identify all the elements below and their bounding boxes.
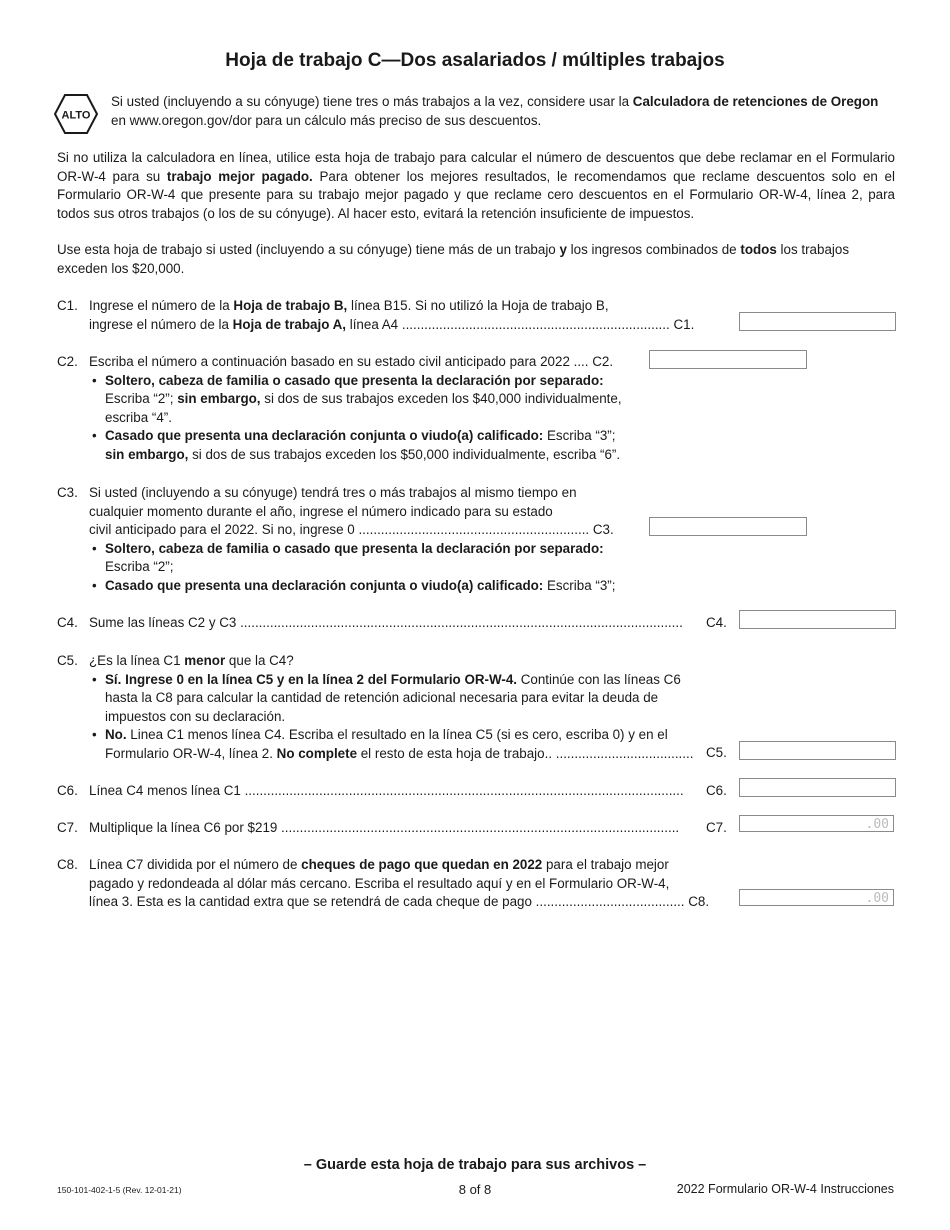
c4-label: C4. [706, 615, 727, 630]
save-notice: – Guarde esta hoja de trabajo para sus archivos – [303, 1157, 647, 1173]
line-c6: C6. Línea C4 menos línea C1 ...................................................................................................................... [57, 783, 684, 798]
form-id: 150-101-402-1-5 (Rev. 12-01-21) [57, 1185, 182, 1195]
line-c3: C3. Si usted (incluyendo a su cónyuge) tendrá tres o más trabajos al mismo tiempo en cualquier momento durante el año, ingrese el número indicado para su estado civil anticipado para el 2022. Si no, ingrese 0 .............................................................. C3. • Soltero, cabeza de familia o casado que presenta la declaración por separado: Escriba “2”; • Casado que presenta una declaración conjunta o viudo(a) calificado: Escriba “3”; [57, 484, 747, 595]
cents-placeholder: .00 [865, 817, 889, 832]
c5-label: C5. [706, 745, 727, 760]
c1-input[interactable] [739, 312, 896, 331]
c5-input[interactable] [739, 741, 896, 760]
c6-input[interactable] [739, 778, 896, 797]
svg-text:ALTO: ALTO [61, 109, 91, 122]
line-c2: C2. Escriba el número a continuación basado en su estado civil anticipado para 2022 .... C2. • Soltero, cabeza de familia o casado que presenta la declaración por separado: Escriba “2”; sin embargo, si dos de sus trabajos exceden los $40,000 individualmente, escriba “4”. • Casado que presenta una declaración conjunta o viudo(a) calificado: Escriba “3”; sin embargo, si dos de sus trabajos exceden los $50,000 individualmente, escriba “6”. [57, 353, 747, 464]
line-c8: C8. Línea C7 dividida por el número de cheques de pago que quedan en 2022 para el trabajo mejor pagado y redondeada al dólar más cercano. Escriba el resultado aquí y en el Formulario OR-W-4, línea 3. Esta es la cantidad extra que se retendrá de cada cheque de pago ........................................ C8. [57, 857, 710, 909]
c3-input[interactable] [649, 517, 807, 536]
c2-input[interactable] [649, 350, 807, 369]
page-number: 8 of 8 [458, 1182, 492, 1197]
c7-label: C7. [706, 820, 727, 835]
intro-text: Si usted (incluyendo a su cónyuge) tiene tres o más trabajos a la vez, considere usar la Calculadora de retenciones de Oregon en www.oregon.gov/dor para un cálculo más preciso de sus descuentos. [111, 94, 879, 128]
line-number: C1. [57, 298, 78, 313]
c7-input[interactable] [739, 815, 894, 832]
form-name: 2022 Formulario OR-W-4 Instrucciones [676, 1182, 894, 1196]
stop-sign-icon [54, 94, 98, 134]
line-c4: C4. Sume las líneas C2 y C3 ....................................................................................................................... [57, 615, 683, 630]
line-c1: C1. Ingrese el número de la Hoja de trabajo B, línea B15. Si no utilizó la Hoja de trabajo B, ingrese el número de la Hoja de trabajo A, línea A4 ........................................................................ C1. [57, 298, 695, 332]
page-title: Hoja de trabajo C—Dos asalariados / múltiples trabajos [225, 50, 725, 71]
line-c5: C5. ¿Es la línea C1 menor que la C4? • Sí. Ingrese 0 en la línea C5 y en la línea 2 del Formulario OR-W-4. Continúe con las líneas C6 hasta la C8 para calcular la cantidad de retención adicional necesaria para evitar la deuda de impuestos con su declaración. • No. Linea C1 menos línea C4. Escriba el resultado en la línea C5 (si es cero, escriba 0) y en el Formulario OR-W-4, línea 2. No complete el resto de esta hoja de trabajo.. ..................................... [57, 652, 747, 763]
c8-input[interactable] [739, 889, 894, 906]
c6-label: C6. [706, 783, 727, 798]
usage-paragraph: Use esta hoja de trabajo si usted (incluyendo a su cónyuge) tiene más de un trabajo y los ingresos combinados de todos los trabajos exceden los $20,000. [57, 242, 850, 276]
cents-placeholder: .00 [865, 891, 889, 906]
line-c7: C7. Multiplique la línea C6 por $219 ........................................................................................................... [57, 820, 680, 835]
c4-input[interactable] [739, 610, 896, 629]
instructions-paragraph: Si no utiliza la calculadora en línea, utilice esta hoja de trabajo para calcular el número de descuentos que debe reclamar en el Formulario OR-W-4 para su trabajo mejor pagado. Para obtener los mejores resultados, le recomendamos que reclame descuentos solo en el Formulario OR-W-4 que presente para su trabajo mejor pagado y que reclame cero descuentos en el Formulario OR-W-4, línea 2, para todos sus otros trabajos (o los de su cónyuge). Al hacer esto, evitará la retención insuficiente de impuestos. [57, 150, 895, 221]
